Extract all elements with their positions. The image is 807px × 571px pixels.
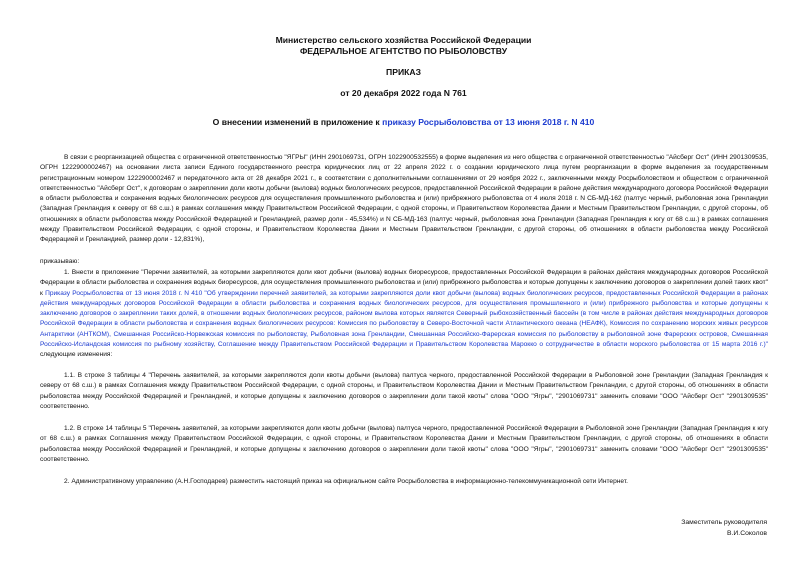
document-type: ПРИКАЗ: [386, 67, 421, 77]
item-2-paragraph: 2. Административному управлению (А.Н.Господарев) разместить настоящий приказ на официальном сайте Росрыболовства в информационно-телекоммуникационной сети Интернет.: [64, 478, 628, 485]
document-subject: [0, 117, 807, 128]
document-date-number: от 20 декабря 2022 года N 761: [340, 88, 467, 98]
item-1-1-paragraph: 1.1. В строке 3 таблицы 4 "Перечень заявителей, за которыми закрепляются доли квоты добычи (вылова) палтуса черного, предоставленной Российской Федерации в Рыболовной зоне Гренландии (Западная Гренландия к северу от 68 с.ш.) в рамках Соглашения между Правительством Российской Федерации, с одной стороны, и Правительством Королевства Дании и Местным Правительством Гренландии, с другой стороны, об отношениях в области рыболовства между Российской Федерацией и Гренландией, и которые допущены к заключению договоров о закреплении доли такой квоты" слова "ООО "Ягры", "2901069731" заменить словами "ООО "Айсберг Ост" "2901309535" соответственно.: [40, 372, 768, 410]
subject-link[interactable]: приказу Росрыболовства от 13 июня 2018 г. N 410: [382, 117, 595, 127]
ministry-name: Министерство сельского хозяйства Российской Федерации: [275, 35, 532, 45]
item-1-paragraph: [40, 268, 768, 361]
subject-prefix: О внесении изменений в приложение к: [212, 117, 383, 127]
item-1-2-paragraph: 1.2. В строке 14 таблицы 5 "Перечень заявителей, за которыми закрепляются доли квоты добычи (вылова) палтуса черного, предоставленной Российской Федерации в Рыболовной зоне Гренландии (Западная Гренландия к югу от 68 с.ш.) в рамках Соглашения между Правительством Российской Федерации, с одной стороны, и Правительством Королевства Дании и Местным Правительством Гренландии, с другой стороны, об отношениях в области рыболовства между Российской Федерацией и Гренландией, и которые допущены к заключению договоров о закреплении доли такой квоты" слова "ООО "Ягры", "2901069731" заменить словами "ООО "Айсберг Ост" "2901309535" соответственно.: [40, 425, 768, 463]
item-1-link[interactable]: Приказу Росрыболовства от 13 июня 2018 г. N 410 "Об утверждении перечней заявителей, за которыми закрепляются доли квот добычи (вылова) водных биологических ресурсов, предоставленных Российской Федерации в районах действия международных договоров Российской Федерации в области рыболовства и сохранения водных биологических ресурсов, для осуществления промышленного и (или) прибрежного рыболовства и которые допущены к заключению договоров о закреплении таких долей, в отношении водных биологических ресурсов, районом вылова которых является Северный рыбохозяйственный бассейн (в том числе в районах действия международных договоров Российской Федерации в области рыболовства и сохранения водных биологических ресурсов: Комиссия по рыболовству в Северо-Восточной части Атлантического океана (НЕАФК), Комиссия по сохранению морских живых ресурсов Антарктики (АНТКОМ), Смешанная Российско-Норвежская комиссия по рыболовству, Рыболовная зона Гренландии, Смешанная Российско-Фарерская комиссия по рыболовству в рыболовной зоне Фарерских островов, Смешанная Российско-Исландская комиссия по рыбному хозяйству, Соглашение между Правительством Российской Федерации и Правительством Королевства Марокко о сотрудничестве в области морского рыболовства от 15 марта 2016 г.)": [40, 289, 769, 349]
order-word: приказываю:: [40, 258, 80, 265]
signatory-name: В.И.Соколов: [727, 530, 767, 537]
item-1-suffix: следующие изменения:: [40, 351, 113, 359]
preamble-paragraph: В связи с реорганизацией общества с ограниченной ответственностью "ЯГРЫ" (ИНН 2901069731, ОГРН 1022900532555) в форме выделения из него общества с ограниченной ответственностью "Айсберг Ост" (ИНН 2901309535, ОГРН 1222900002467) на основании листа записи Единого государственного реестра юридических лиц от 22 апреля 2022 г. о создании юридического лица путем реорганизации в форме выделения за государственным регистрационным номером 1222900002467 и передаточного акта от 28 декабря 2021 г., в соответствии с дополнительными соглашениями от 29 ноября 2022 г., заключенными между Росрыболовством и обществом с ограниченной ответственностью "Айсберг Ост", к договорам о закреплении доли квоты добычи (вылова) водных биологических ресурсов, предоставленной Российской Федерации в районе действия международного договора Российской Федерации в области рыболовства и сохранения водных биологических ресурсов для осуществления промышленного рыболовства и (или) прибрежного рыболовства от 4 июля 2018 г. N СБ-МД-162 (палтус черный, рыболовная зона Гренландии (Западная Гренландия к северу от 68 с.ш.) в рамках соглашения между Правительством Российской Федерации, с одной стороны, и Правительством Королевства Дании и Местным Правительством Гренландии, с другой стороны, об отношениях в области рыболовства между Российской Федерацией и Гренландией, размер доли - 45,534%) и N СБ-МД-163 (палтус черный, рыболовная зона Гренландии (Западная Гренландия к югу от 68 с.ш.) в рамках соглашения между Правительством Российской Федерации, с одной стороны, и Правительством Королевства Дании и Местным Правительством Гренландии, с другой стороны, об отношениях в области рыболовства между Российской Федерацией и Гренландией, размер доли - 12,831%),: [40, 154, 768, 244]
agency-name: ФЕДЕРАЛЬНОЕ АГЕНТСТВО ПО РЫБОЛОВСТВУ: [299, 46, 508, 56]
signatory-title: Заместитель руководителя: [681, 519, 767, 526]
item-1-prefix: 1. Внести в приложение "Перечни заявителей, за которыми закрепляются доли квот добычи (вылова) водных биоресурсов, предоставленных Российской Федерации в районах действия международных договоров Российской Федерации в области рыболовства и сохранения водных биоресурсов, для осуществления промышленного рыболовства и (или) прибрежного рыболовства и которые допущены к заключению договоров о закреплении долей таких квот" к: [40, 269, 768, 297]
